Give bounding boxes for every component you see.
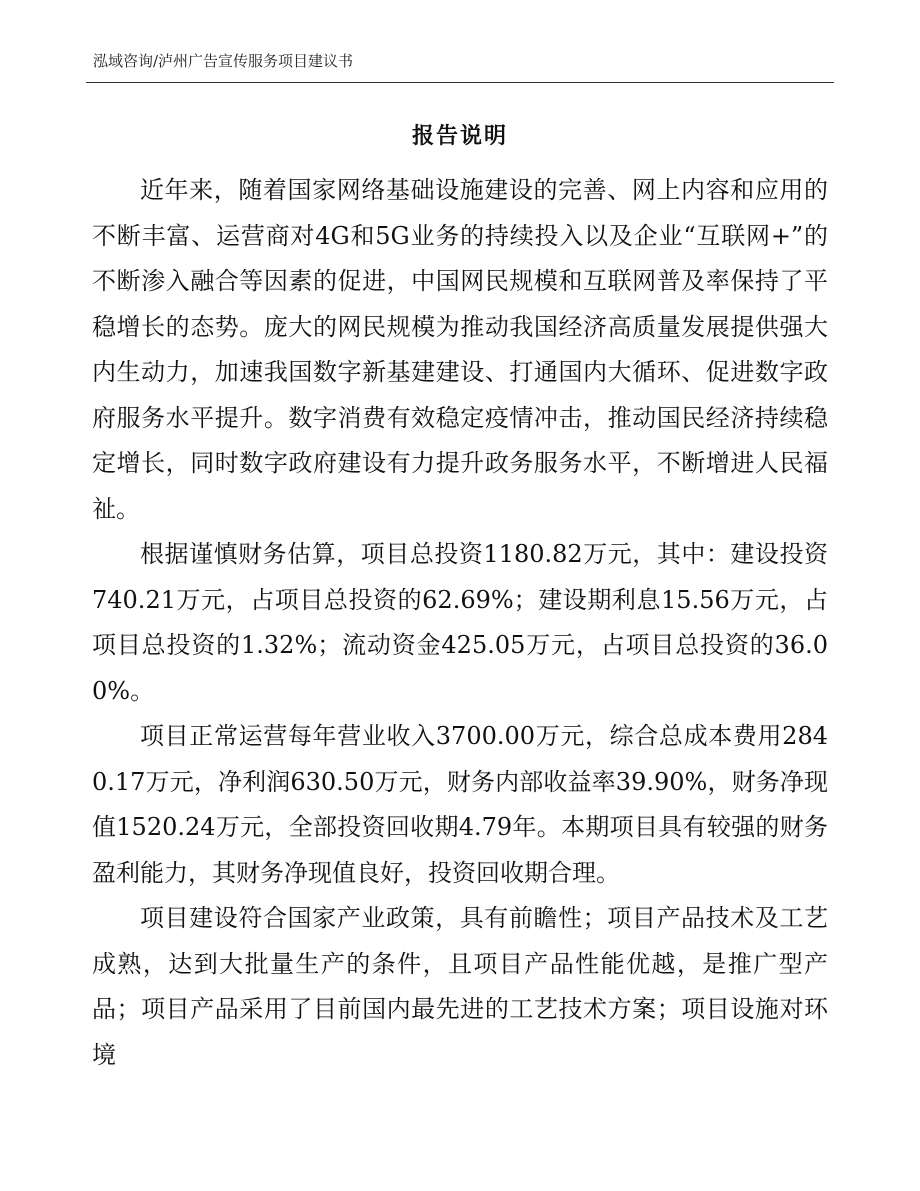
body-text xyxy=(92,168,828,1078)
page-title: 报告说明 xyxy=(411,123,508,149)
paragraph-investment: 根据谨慎财务估算，项目总投资1180.82万元，其中：建设投资740.21万元，占项目总投资的62.69%；建设期利息15.56万元，占项目总投资的1.32%；流动资金425.05万元，占项目总投资的36.00%。 xyxy=(92,540,828,705)
header-divider xyxy=(86,82,834,83)
paragraph-financials: 项目正常运营每年营业收入3700.00万元，综合总成本费用2840.17万元，净利润630.50万元，财务内部收益率39.90%，财务净现值1520.24万元，全部投资回收期4.79年。本期项目具有较强的财务盈利能力，其财务净现值良好，投资回收期合理。 xyxy=(92,722,828,887)
paragraph-background: 近年来，随着国家网络基础设施建设的完善、网上内容和应用的不断丰富、运营商对4G和5G业务的持续投入以及企业“互联网+”的不断渗入融合等因素的促进，中国网民规模和互联网普及率保持了平稳增长的态势。庞大的网民规模为推动我国经济高质量发展提供强大内生动力，加速我国数字新基建建设、打通国内大循环、促进数字政府服务水平提升。数字消费有效稳定疫情冲击，推动国民经济持续稳定增长，同时数字政府建设有力提升政务服务水平，不断增进人民福祉。 xyxy=(92,176,828,523)
running-header: 泓域咨询/泸州广告宣传服务项目建议书 xyxy=(93,52,354,70)
paragraph-assessment: 项目建设符合国家产业政策，具有前瞻性；项目产品技术及工艺成熟，达到大批量生产的条件，且项目产品性能优越，是推广型产品；项目产品采用了目前国内最先进的工艺技术方案；项目设施对环境 xyxy=(92,904,828,1069)
